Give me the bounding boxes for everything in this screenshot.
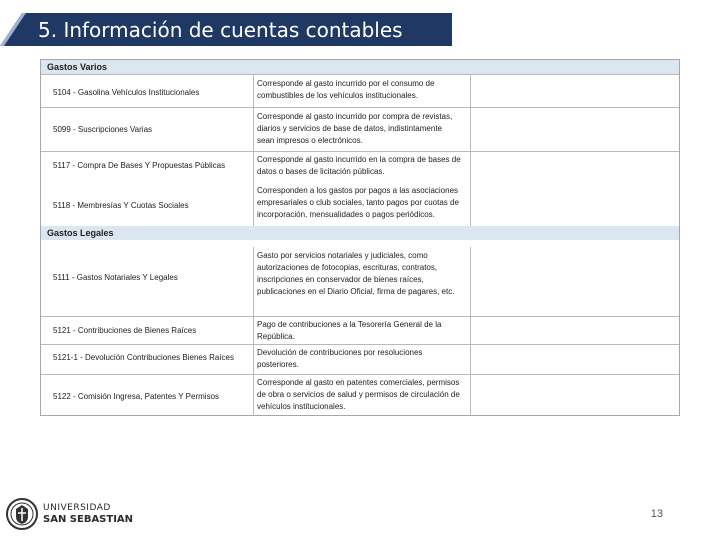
account-code: 5111 - Gastos Notariales Y Legales xyxy=(53,273,178,282)
section-heading-gastos-legales: Gastos Legales xyxy=(41,226,679,240)
table-row xyxy=(41,374,679,416)
table-row xyxy=(41,344,679,374)
table-row xyxy=(41,240,679,316)
account-description: Gasto por servicios notariales y judiciales, como autorizaciones de fotocopias, escrituras, contratos, inscripciones en conservador de bienes raíces, publicaciones en el Diario Oficial, firma de pagares, etc. xyxy=(257,251,455,296)
account-description: Devolución de contribuciones por resoluciones posteriores. xyxy=(257,348,423,369)
account-description: Corresponde al gasto incurrido por compra de revistas, diarios y servicios de base de datos, indistintamente sean impresos o electrónicos. xyxy=(257,112,453,145)
account-description: Corresponde al gasto en patentes comerciales, permisos de obra o servicios de salud y permisos de circulación de vehículos institucionales. xyxy=(257,378,460,411)
table-row xyxy=(41,316,679,344)
account-description: Pago de contribuciones a la Tesorería General de la República. xyxy=(257,320,442,341)
section-heading-gastos-varios: Gastos Varios xyxy=(41,60,679,74)
university-logo xyxy=(6,497,134,531)
account-code: 5099 - Suscripciones Varias xyxy=(53,125,153,134)
account-code: 5121-1 - Devolución Contribuciones Bienes Raíces xyxy=(53,353,234,362)
account-code: 5118 - Membresías Y Cuotas Sociales xyxy=(53,201,189,210)
table-row xyxy=(41,151,679,181)
account-code: 5122 - Comisión Ingresa, Patentes Y Permisos xyxy=(53,392,220,401)
page-number: 13 xyxy=(650,508,663,520)
logo-line-1: UNIVERSIDAD xyxy=(43,503,111,513)
account-code: 5121 - Contribuciones de Bienes Raíces xyxy=(53,326,197,335)
title-bar xyxy=(0,13,452,46)
page-title: 5. Información de cuentas contables xyxy=(38,18,403,42)
accounts-table xyxy=(40,59,680,416)
account-code: 5117 - Compra De Bases Y Propuestas Públicas xyxy=(53,161,226,170)
account-description: Corresponde al gasto incurrido en la compra de bases de datos o bases de licitación públicas. xyxy=(257,155,461,176)
logo-line-2: SAN SEBASTIAN xyxy=(43,514,134,525)
crest-icon xyxy=(6,497,38,531)
account-description: Corresponde al gasto incurrido por el consumo de combustibles de los vehículos institucionales. xyxy=(257,79,435,100)
account-description: Corresponden a los gastos por pagos a las asociaciones empresariales o club sociales, tanto pagos por cuotas de incorporación, mensualidades o pagos periódicos. xyxy=(257,186,459,219)
table-row xyxy=(41,107,679,151)
table-row xyxy=(41,74,679,107)
account-code: 5104 - Gasolina Vehículos Institucionales xyxy=(53,88,200,97)
